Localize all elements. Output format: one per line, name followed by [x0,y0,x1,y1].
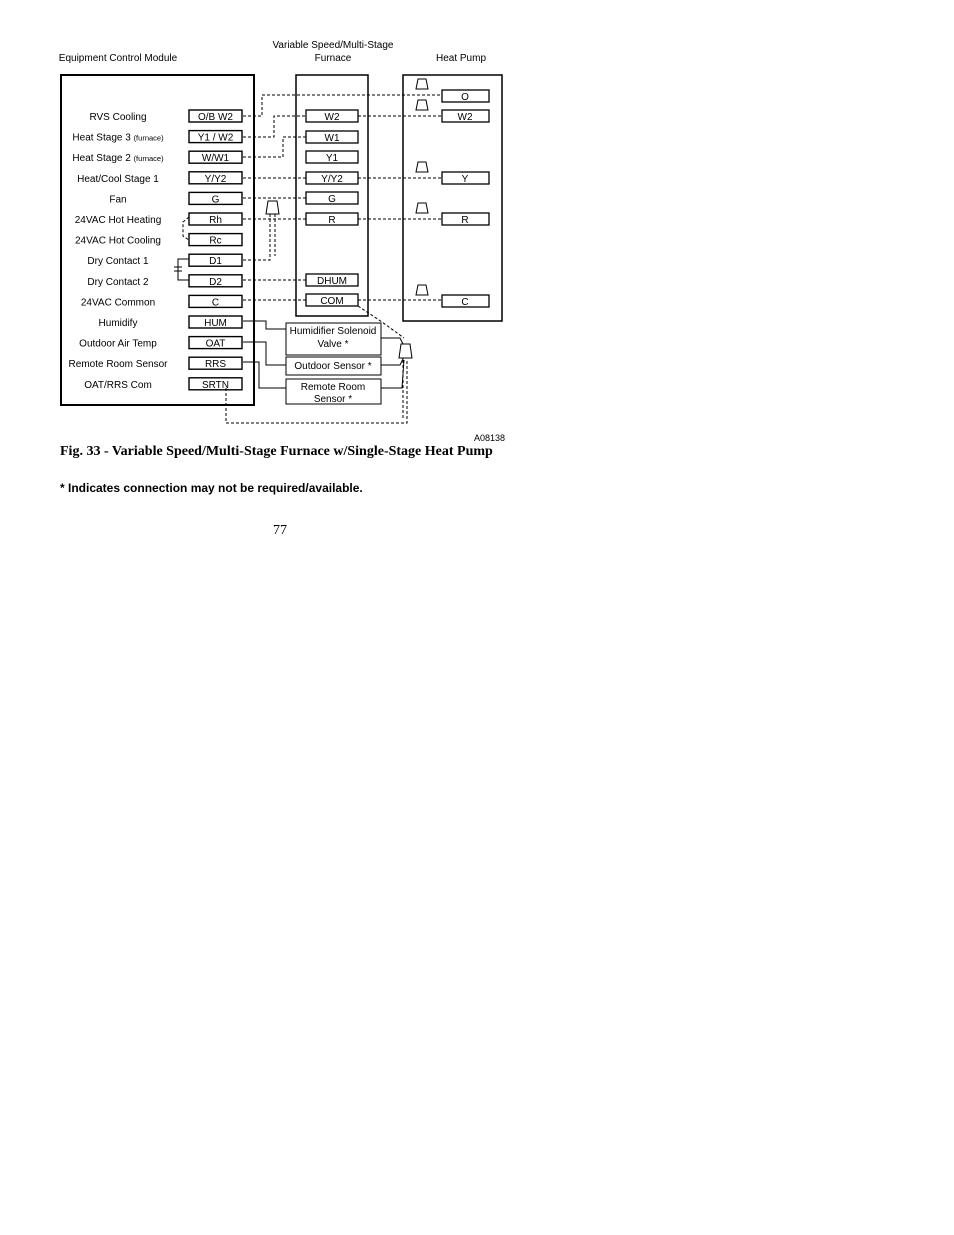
ecm-terminal [189,213,242,226]
ecm-terminal [189,131,242,144]
wire-nut-icon [266,201,279,214]
ecm-terminal-label: C [211,297,220,309]
ecm-row-label: Dry Contact 1 [87,256,149,268]
ecm-terminal-label: OAT [205,338,226,350]
ecm-row-label: Heat Stage 3 (furnace) [72,132,164,144]
furnace-terminal-y1 [306,151,358,164]
ecm-terminal [189,172,242,185]
ecm-terminal [189,234,242,247]
hp-terminal-label: Y [461,174,469,185]
ecm-terminal-label: Y/Y2 [204,173,227,185]
outdoor-sensor-label: Outdoor Sensor * [294,361,372,372]
ecm-rows [69,110,242,391]
footnote: * Indicates connection may not be required/available. [60,481,363,495]
humidifier-box [286,323,381,355]
ecm-terminal-label: SRTN [201,379,230,391]
ecm-terminal [189,337,242,350]
ecm-row-label: OAT/RRS Com [84,379,152,391]
furnace-terminal-label: Y/Y2 [321,174,343,185]
wire-nut-icon [416,203,428,213]
ecm-terminal [189,295,242,308]
heat-pump-terminals [442,90,489,308]
humidifier-label-line1: Humidifier Solenoid [289,326,377,337]
furnace-terminals [306,110,358,307]
furnace-terminal-y-y2 [306,172,358,185]
furnace-terminal-label: R [328,215,336,226]
ecm-terminal [189,275,242,288]
ecm-terminal [189,110,242,123]
furnace-terminal-label: W2 [324,112,340,123]
hp-terminal-label: O [461,92,469,103]
wire-nut-icon [399,344,412,358]
furnace-header-line2: Furnace [314,53,352,64]
ecm-terminal-label: D1 [209,256,222,268]
furnace-terminal-label: Y1 [325,153,339,164]
ecm-row-label: 24VAC Hot Heating [74,215,162,226]
furnace-terminal-w2 [306,110,358,123]
ecm-row-label: 24VAC Common [80,297,156,309]
furnace-terminal-w1 [306,131,358,144]
ecm-row-label: Fan [109,194,127,206]
remote-room-sensor-box [286,379,381,405]
ecm-terminal-label: O/B W2 [197,112,234,123]
wire-nut-icon [416,79,428,89]
hp-terminal-o [442,90,489,103]
ecm-terminal [189,151,242,164]
wire-nut-icon [416,285,428,295]
hp-terminal-label: R [461,215,469,226]
figure-caption: Fig. 33 - Variable Speed/Multi-Stage Furnace w/Single-Stage Heat Pump [60,444,493,459]
ecm-terminal [189,357,242,370]
furnace-terminal-label: DHUM [317,276,347,287]
ecm-row-label: Heat Stage 2 (furnace) [72,153,164,165]
hp-terminal-label: W2 [457,112,473,123]
ecm-terminal-label: D2 [209,276,222,288]
hp-terminal-r [442,213,489,226]
ecm-row-label: 24VAC Hot Cooling [75,235,161,247]
furnace-terminal-label: G [328,194,336,205]
hp-terminal-y [442,172,489,185]
ecm-row-label: Dry Contact 2 [87,276,149,288]
furnace-terminal-com [306,294,358,307]
furnace-header-line1: Variable Speed/Multi-Stage [272,40,394,51]
hp-terminal-c [442,295,489,308]
ecm-row-label: Outdoor Air Temp [79,338,157,350]
wire-nut-icon [416,162,428,172]
humidifier-label-line2: Valve * [317,339,349,350]
furnace-terminal-g [306,192,358,205]
ecm-terminal [189,316,242,329]
ecm-header: Equipment Control Module [58,53,178,64]
page-number: 77 [273,523,287,538]
furnace-terminal-label: W1 [324,133,340,144]
hp-terminal-label: C [461,297,469,308]
ecm-terminal-label: Rc [209,235,222,247]
ecm-terminal-label: W/W1 [201,153,230,165]
ecm-row-label: Remote Room Sensor [68,359,168,371]
ecm-terminal-label: G [211,194,220,206]
ecm-row-label: Humidify [98,318,138,329]
ecm-row-label: RVS Cooling [89,112,147,123]
figure-code: A08138 [473,433,505,443]
ecm-terminal [189,378,242,391]
ecm-row-label: Heat/Cool Stage 1 [77,173,159,185]
furnace-terminal-r [306,213,358,226]
ecm-terminal-label: HUM [204,318,227,329]
hp-terminal-w2 [442,110,489,123]
outdoor-sensor-box [286,357,381,375]
ecm-terminal [189,192,242,205]
ecm-terminal-label: RRS [204,359,227,371]
wire-nut-icon [416,100,428,110]
ecm-terminal-label: Rh [209,215,222,226]
wiring-diagram [0,0,954,520]
remote-sensor-label-line1: Remote Room [300,382,366,393]
heat-pump-header: Heat Pump [435,53,487,64]
ecm-terminal [189,254,242,267]
remote-sensor-label-line2: Sensor * [313,394,353,405]
ecm-terminal-label: Y1 / W2 [197,132,234,144]
furnace-terminal-dhum [306,274,358,287]
furnace-terminal-label: COM [320,296,344,307]
